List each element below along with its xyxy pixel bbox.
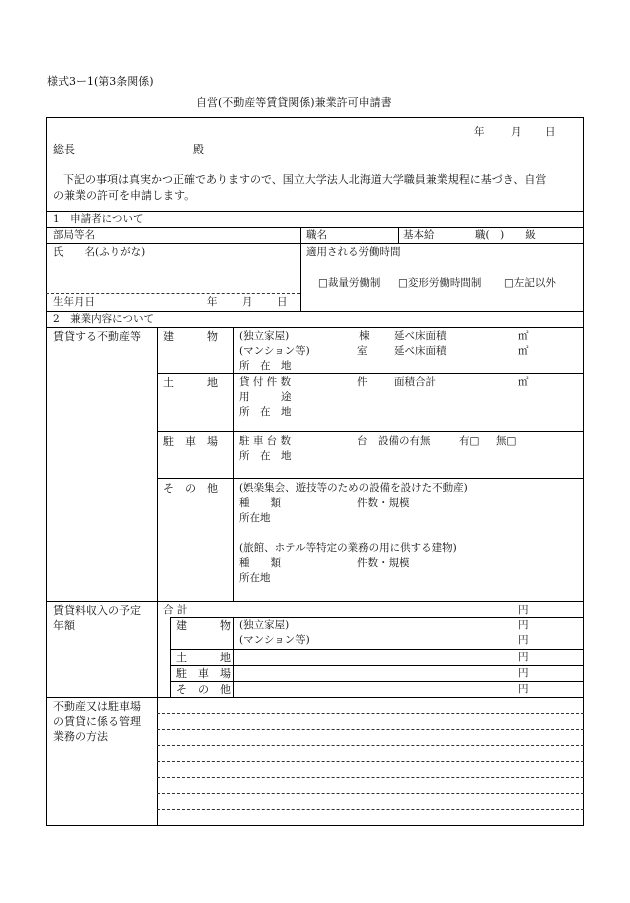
other-loc1: 所在地 bbox=[239, 512, 271, 524]
other-kind1: 種 類 bbox=[239, 497, 281, 509]
statement-line1: 下記の事項は真実かつ正確でありますので、国立大学法人北海道大学職員兼業規程に基づき、自営 bbox=[63, 173, 547, 186]
management-label-1: 不動産又は駐車場 bbox=[53, 700, 141, 713]
building-location: 所 在 地 bbox=[239, 360, 292, 372]
other-loc2: 所在地 bbox=[239, 572, 271, 584]
land-label: 土 地 bbox=[163, 376, 218, 389]
income-land: 土 地 bbox=[176, 651, 231, 664]
other-scale2: 件数・規模 bbox=[357, 557, 410, 569]
management-label-3: 業務の方法 bbox=[53, 730, 108, 743]
income-building: 建 物 bbox=[176, 619, 231, 632]
other-desc1: (娯楽集会、遊技等のための設備を設けた不動産) bbox=[239, 482, 468, 494]
land-use: 用 途 bbox=[239, 391, 292, 403]
building-independent: (独立家屋) bbox=[239, 330, 290, 342]
parking-count-label: 駐 車 台 数 bbox=[239, 435, 292, 447]
income-mansion-yen: 円 bbox=[518, 634, 529, 646]
addressee-to: 総長 bbox=[53, 143, 75, 156]
section2-heading: 2 兼業内容について bbox=[53, 313, 154, 325]
building-area-unit-2: ㎡ bbox=[518, 345, 529, 357]
income-mansion: (マンション等) bbox=[239, 634, 310, 646]
income-parking-yen: 円 bbox=[518, 667, 529, 679]
income-land-yen: 円 bbox=[518, 651, 529, 663]
other-kind2: 種 類 bbox=[239, 557, 281, 569]
parking-location: 所 在 地 bbox=[239, 450, 292, 462]
statement-line2: の兼業の許可を申請します。 bbox=[53, 189, 196, 202]
income-total-yen: 円 bbox=[518, 604, 529, 616]
date-day: 日 bbox=[545, 126, 556, 138]
income-independent: (独立家屋) bbox=[239, 619, 290, 631]
land-location: 所 在 地 bbox=[239, 406, 292, 418]
property-label: 賃貸する不動産等 bbox=[53, 330, 141, 343]
building-unit-1: 棟 bbox=[359, 330, 370, 342]
name-label: 氏 名(ふりがな) bbox=[53, 246, 146, 258]
other-label: そ の 他 bbox=[163, 482, 218, 495]
section1-heading: 1 申請者について bbox=[53, 213, 144, 225]
other-scale1: 件数・規模 bbox=[357, 497, 410, 509]
land-count-unit: 件 bbox=[357, 376, 368, 388]
building-unit-2: 室 bbox=[357, 345, 368, 357]
option-discretionary[interactable]: □裁量労働制 bbox=[318, 277, 381, 289]
addressee-honorific: 殿 bbox=[193, 143, 204, 156]
form-code: 様式3ー1(第3条関係) bbox=[47, 75, 154, 88]
income-independent-yen: 円 bbox=[518, 619, 529, 631]
income-other: そ の 他 bbox=[176, 683, 231, 696]
grade-text: 職( ) 級 bbox=[475, 229, 536, 241]
job-label: 職名 bbox=[306, 229, 327, 241]
birth-day: 日 bbox=[277, 296, 288, 308]
salary-label: 基本給 bbox=[403, 229, 435, 241]
parking-facility: 設備の有無 bbox=[378, 435, 431, 447]
income-label-2: 年額 bbox=[53, 619, 75, 632]
work-time-label: 適用される労働時間 bbox=[306, 246, 401, 258]
building-area-unit-1: ㎡ bbox=[518, 330, 529, 342]
birth-month: 月 bbox=[242, 296, 253, 308]
parking-no[interactable]: 無□ bbox=[496, 435, 517, 447]
management-label-2: の賃貸に係る管理 bbox=[53, 715, 141, 728]
income-total: 合 計 bbox=[163, 604, 188, 616]
other-desc2: (旅館、ホテル等特定の業務の用に供する建物) bbox=[239, 542, 457, 554]
birth-label: 生年月日 bbox=[53, 296, 95, 308]
form-title: 自営(不動産等賃貸関係)兼業許可申請書 bbox=[196, 96, 392, 109]
building-area-2: 延べ床面積 bbox=[394, 345, 447, 357]
building-label: 建 物 bbox=[163, 330, 218, 343]
building-mansion: (マンション等) bbox=[239, 345, 310, 357]
date-year: 年 bbox=[474, 126, 485, 138]
parking-count-unit: 台 bbox=[357, 435, 368, 447]
income-other-yen: 円 bbox=[518, 683, 529, 695]
building-area-1: 延べ床面積 bbox=[394, 330, 447, 342]
dept-label: 部局等名 bbox=[53, 229, 95, 241]
parking-label: 駐 車 場 bbox=[163, 435, 218, 448]
land-area-total: 面積合計 bbox=[394, 376, 436, 388]
land-area-unit: ㎡ bbox=[518, 376, 529, 388]
birth-year: 年 bbox=[207, 296, 218, 308]
option-other[interactable]: □左記以外 bbox=[504, 277, 556, 289]
income-label-1: 賃貸料収入の予定 bbox=[53, 604, 141, 617]
land-count-label: 貸 付 件 数 bbox=[239, 376, 292, 388]
income-parking: 駐 車 場 bbox=[176, 667, 231, 680]
option-variable[interactable]: □変形労働時間制 bbox=[398, 277, 482, 289]
parking-yes[interactable]: 有□ bbox=[459, 435, 480, 447]
date-month: 月 bbox=[511, 126, 522, 138]
